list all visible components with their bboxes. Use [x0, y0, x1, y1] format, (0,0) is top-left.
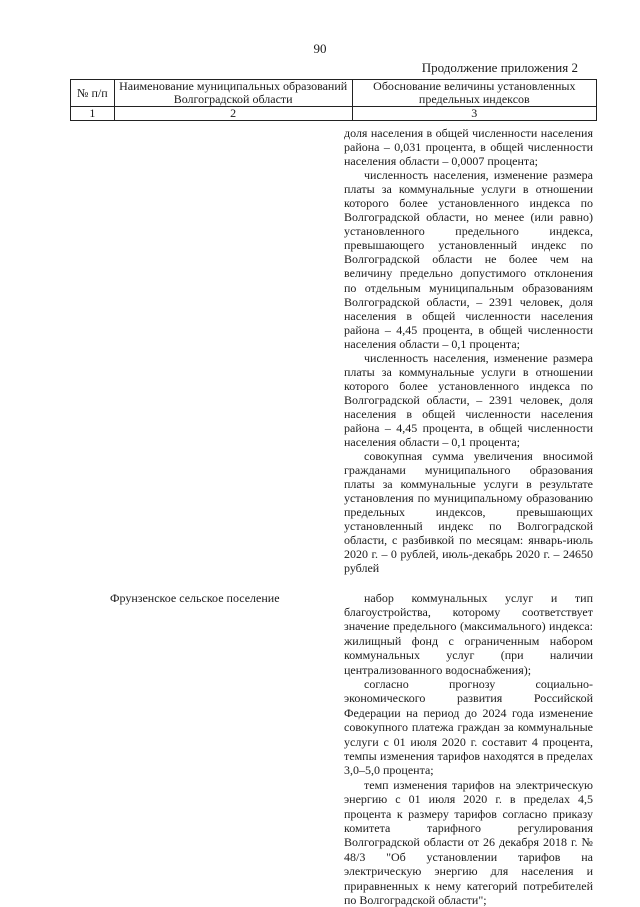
continuation-label: Продолжение приложения 2 [422, 60, 578, 76]
justification-text [344, 126, 593, 576]
column-number-row [71, 107, 597, 121]
justification-paragraph: численность населения, изменение размера платы за коммунальные услуги в отношении которого более установленного индекса по Волгоградской области, – 2391 человек, доля населения в общей численности населения района – 4,45 процента, в общей численности населения области – 0,1 процента; [344, 351, 593, 449]
header-col-number: № п/п [71, 80, 115, 107]
table-header [70, 79, 597, 121]
table-row [0, 126, 640, 576]
justification-paragraph: совокупная сумма увеличения вносимой гражданами муниципального образования платы за коммунальные услуги в результате установления по муниципальному образованию предельных индексов, превышающих установленный индекс по Волгоградской области, с разбивкой по месяцам: январь-июль 2020 г. – 0 рублей, июль-декабрь 2020 г. – 24650 рублей [344, 449, 593, 575]
column-number-2: 2 [114, 107, 352, 121]
justification-paragraph: темп изменения тарифов на электрическую энергию с 01 июля 2020 г. в пределах 4,5 процента к размеру тарифов согласно приказу комитета тарифного регулирования Волгоградской области от 26 декабря 2018 г. № 48/3 "Об установлении тарифов на электрическую энергию для населения и приравненных к нему категорий потребителей по Волгоградской области"; [344, 778, 593, 907]
justification-paragraph: доля населения в общей численности населения района – 0,031 процента, в общей численности населения области – 0,0007 процента; [344, 126, 593, 168]
justification-paragraph: согласно прогнозу социально-экономического развития Российской Федерации на период до 2024 года изменение совокупного платежа граждан за коммунальные услуги с 01 июля 2020 г. составит 4 процента, темпы изменения тарифов находятся в пределах 3,0–5,0 процента; [344, 677, 593, 778]
justification-paragraph: набор коммунальных услуг и тип благоустройства, которому соответствует значение предельного (максимального) индекса: жилищный фонд с ограниченным набором коммунальных услуг (при наличии централизованного водоснабжения); [344, 591, 593, 677]
municipality-name: Фрунзенское сельское поселение [110, 591, 335, 606]
header-col-municipality: Наименование муниципальных образований Волгоградской области [114, 80, 352, 107]
justification-paragraph: численность населения, изменение размера платы за коммунальные услуги в отношении которого более установленного индекса по Волгоградской области, но менее (или равно) установленного предельного индекса, превышающего установленный индекс по Волгоградской области не более чем на величину предельно допустимого отклонения по отдельным муниципальным образованиям Волгоградской области, – 2391 человек, доля населения в общей численности населения района – 4,45 процента, в общей численности населения области – 0,1 процента; [344, 168, 593, 351]
column-number-1: 1 [71, 107, 115, 121]
column-number-3: 3 [352, 107, 596, 121]
table-row [0, 591, 640, 907]
header-row [71, 80, 597, 107]
table-body [0, 126, 640, 907]
page-number: 90 [0, 41, 640, 57]
justification-text [344, 591, 593, 907]
header-col-justification: Обоснование величины установленных предельных индексов [352, 80, 596, 107]
